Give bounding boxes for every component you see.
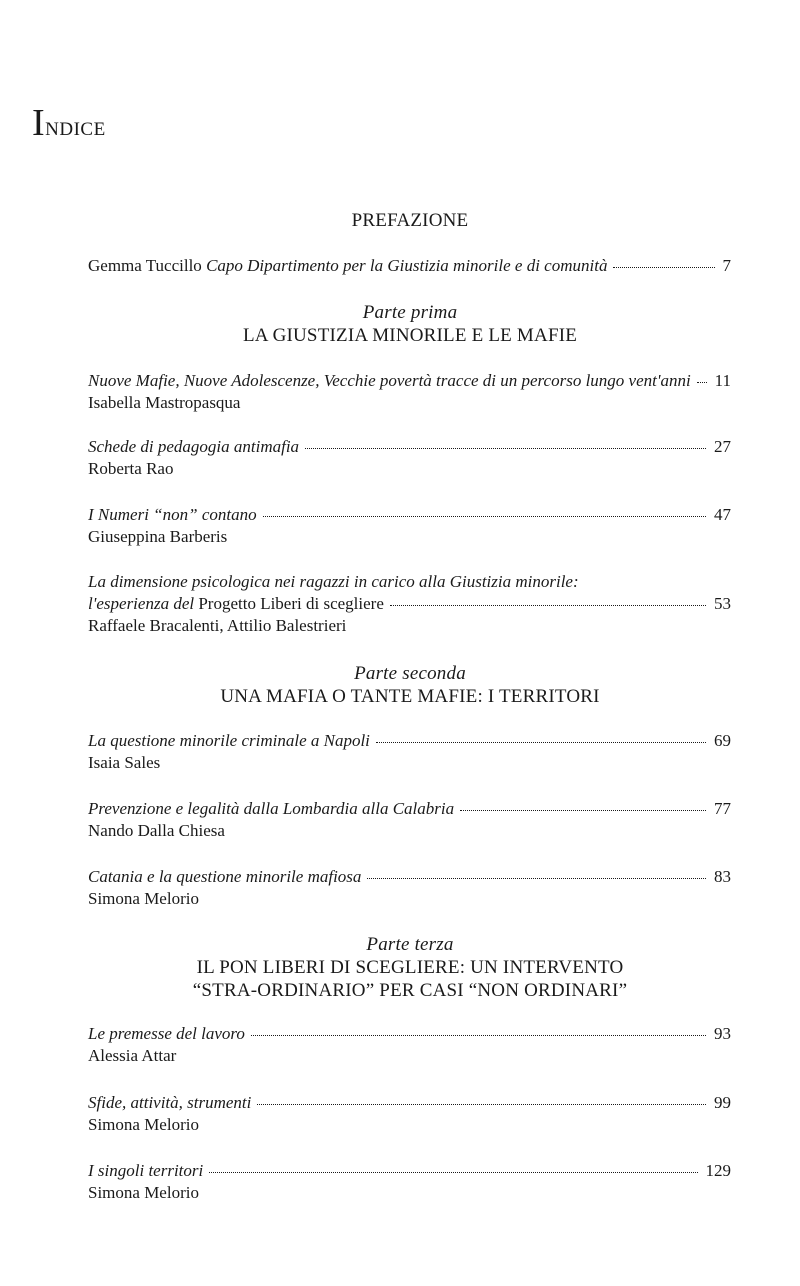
page-number: 77 xyxy=(714,799,731,819)
page-number: 69 xyxy=(714,731,731,751)
page-number: 99 xyxy=(714,1093,731,1113)
toc-entry-prefazione[interactable] xyxy=(88,255,731,277)
dot-leader xyxy=(613,252,714,268)
part-label: Parte terza xyxy=(366,934,454,955)
entry-title xyxy=(88,255,607,277)
toc-entry[interactable] xyxy=(88,730,731,774)
part-heading xyxy=(88,301,732,347)
entry-author: Simona Melorio xyxy=(88,889,199,909)
entry-title: Prevenzione e legalità dalla Lombardia alla Calabria xyxy=(88,799,455,819)
title-rest: NDICE xyxy=(45,119,106,140)
dot-leader xyxy=(263,501,706,517)
page-title xyxy=(32,104,106,142)
page-number: 93 xyxy=(714,1024,731,1044)
page-number: 47 xyxy=(714,505,731,525)
toc-entry[interactable] xyxy=(88,436,731,480)
part-title: UNA MAFIA O TANTE MAFIE: I TERRITORI xyxy=(220,686,600,707)
entry-title-line1: La dimensione psicologica nei ragazzi in carico alla Giustizia minorile: xyxy=(88,572,579,591)
entry-author: Nando Dalla Chiesa xyxy=(88,821,225,841)
part-label: Parte prima xyxy=(362,302,458,323)
entry-author: Isaia Sales xyxy=(88,753,161,773)
entry-title: Schede di pedagogia antimafia xyxy=(88,437,300,457)
entry-title: Catania e la questione minorile mafiosa xyxy=(88,867,362,887)
entry-author: Roberta Rao xyxy=(88,459,174,479)
entry-title: I singoli territori xyxy=(88,1161,204,1181)
page-number: 7 xyxy=(722,256,731,276)
page-number: 27 xyxy=(714,437,731,457)
dot-leader xyxy=(257,1089,706,1105)
part-title-line1: IL PON LIBERI DI SCEGLIERE: UN INTERVENTO xyxy=(196,957,624,978)
entry-author: Raffaele Bracalenti, Attilio Balestrieri xyxy=(88,616,347,636)
page-number: 11 xyxy=(714,371,731,391)
entry-role: Capo Dipartimento per la Giustizia minorile e di comunità xyxy=(206,256,608,276)
entry-author: Isabella Mastropasqua xyxy=(88,393,241,413)
entry-title: Sfide, attività, strumenti xyxy=(88,1093,252,1113)
toc-entry[interactable] xyxy=(88,370,731,414)
page-number: 83 xyxy=(714,867,731,887)
page-number: 53 xyxy=(714,594,731,614)
dot-leader xyxy=(697,367,707,383)
toc-entry[interactable] xyxy=(88,571,731,637)
entry-author-inline: Gemma Tuccillo xyxy=(88,256,202,276)
entry-title: I Numeri “non” contano xyxy=(88,505,257,525)
toc-entry[interactable] xyxy=(88,1160,731,1204)
part-heading xyxy=(88,662,732,708)
entry-author: Giuseppina Barberis xyxy=(88,527,228,547)
dot-leader xyxy=(460,795,706,811)
toc-entry[interactable] xyxy=(88,866,731,910)
entry-title: La questione minorile criminale a Napoli xyxy=(88,731,370,751)
entry-author: Simona Melorio xyxy=(88,1115,199,1135)
toc-entry[interactable] xyxy=(88,1023,731,1067)
part-label: Parte seconda xyxy=(354,663,466,684)
part-heading xyxy=(88,933,732,1002)
entry-author: Simona Melorio xyxy=(88,1183,199,1203)
dot-leader xyxy=(390,590,706,606)
dot-leader xyxy=(305,433,706,449)
part-title-line2: “STRA-ORDINARIO” PER CASI “NON ORDINARI” xyxy=(192,980,628,1001)
entry-author: Alessia Attar xyxy=(88,1046,177,1066)
dot-leader xyxy=(376,727,706,743)
entry-title: Nuove Mafie, Nuove Adolescenze, Vecchie povertà tracce di un percorso lungo vent'anni xyxy=(88,371,691,391)
page-number: 129 xyxy=(705,1161,731,1181)
part-title: LA GIUSTIZIA MINORILE E LE MAFIE xyxy=(242,325,578,346)
toc-entry[interactable] xyxy=(88,504,731,548)
title-initial: I xyxy=(32,102,46,144)
prefazione-heading: PREFAZIONE xyxy=(351,210,469,231)
entry-title-line2: l'esperienza del Progetto Liberi di scegliere xyxy=(88,594,384,614)
dot-leader xyxy=(251,1020,706,1036)
toc-entry[interactable] xyxy=(88,798,731,842)
dot-leader xyxy=(209,1157,697,1173)
dot-leader xyxy=(367,863,706,879)
entry-title: Le premesse del lavoro xyxy=(88,1024,245,1044)
toc-entry[interactable] xyxy=(88,1092,731,1136)
